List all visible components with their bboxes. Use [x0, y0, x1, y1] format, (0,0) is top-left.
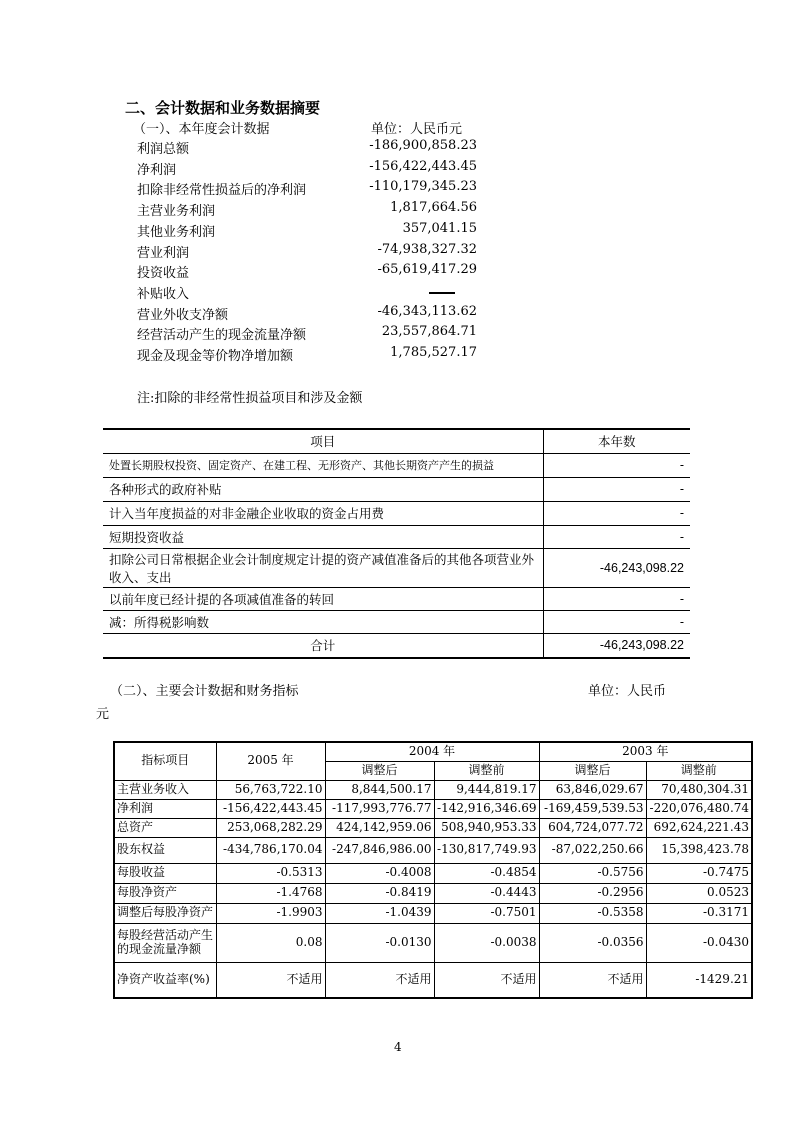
value-cell: 不适用 [216, 962, 325, 998]
value-cell: 70,480,304.31 [646, 780, 752, 799]
value-cell: 不适用 [539, 962, 646, 998]
value-cell: -1.0439 [325, 903, 434, 923]
table-row [114, 799, 752, 818]
value-cell: -1429.21 [646, 962, 752, 998]
value-cell: 15,398,423.78 [646, 837, 752, 863]
header-2003-before: 调整前 [646, 761, 752, 780]
value-cell: -0.4008 [325, 863, 434, 883]
value-cell: 253,068,282.29 [216, 818, 325, 837]
data-row [137, 324, 477, 344]
value-cell: -130,817,749.93 [434, 837, 539, 863]
data-label: 其他业务利润 [137, 224, 216, 240]
value-cell: 56,763,722.10 [216, 780, 325, 799]
data-value: -74,938,327.32 [377, 241, 477, 257]
value-cell: 8,844,500.17 [325, 780, 434, 799]
data-label: 现金及现金等价物净增加额 [137, 349, 294, 364]
amount-cell: -46,243,098.22 [543, 548, 690, 587]
value-cell: 604,724,077.72 [539, 818, 646, 837]
data-value: -186,900,858.23 [369, 138, 477, 153]
indicator-cell: 每股净资产 [114, 883, 216, 903]
amount-cell: - [543, 477, 690, 501]
value-cell: -169,459,539.53 [539, 799, 646, 818]
amount-cell: - [543, 501, 690, 525]
value-cell: -0.4854 [434, 863, 539, 883]
value-cell: -0.5756 [539, 863, 646, 883]
header-2004: 2004 年 [325, 742, 539, 761]
data-label: 补贴收入 [137, 286, 190, 302]
data-row [137, 138, 477, 158]
data-row [137, 179, 477, 199]
value-cell: 424,142,959.06 [325, 818, 434, 837]
data-label: 投资收益 [137, 266, 190, 282]
value-cell: 不适用 [434, 962, 539, 998]
table-row [103, 477, 690, 501]
subsection-title-2: （二）、主要会计数据和财务指标 [110, 684, 299, 699]
table-row [103, 587, 690, 610]
item-cell: 处置长期股权投资、固定资产、在建工程、无形资产、其他长期资产产生的损益 [103, 453, 543, 477]
indicator-cell: 股东权益 [114, 837, 216, 863]
data-label: 利润总额 [137, 142, 190, 157]
table-row [114, 818, 752, 837]
data-value: -110,179,345.23 [369, 179, 477, 195]
item-cell: 扣除公司日常根据企业会计制度规定计提的资产减值准备后的其他各项营业外收入、支出 [103, 548, 543, 587]
value-cell: 0.08 [216, 923, 325, 962]
indicator-cell: 总资产 [114, 818, 216, 837]
header-amount: 本年数 [543, 429, 690, 453]
item-cell: 计入当年度损益的对非金融企业收取的资金占用费 [103, 501, 543, 525]
value-cell: 508,940,953.33 [434, 818, 539, 837]
data-row [137, 221, 477, 241]
value-cell: 0.0523 [646, 883, 752, 903]
header-2004-before: 调整前 [434, 761, 539, 780]
header-item: 项目 [103, 429, 543, 453]
value-cell: -87,022,250.66 [539, 837, 646, 863]
table-row [114, 883, 752, 903]
data-value: 1,817,664.56 [390, 200, 477, 216]
value-cell: -0.7475 [646, 863, 752, 883]
value-cell: -247,846,986.00 [325, 837, 434, 863]
value-cell: -0.0130 [325, 923, 434, 962]
financial-indicators-table [113, 741, 753, 999]
unit-label-tail: 元 [96, 707, 110, 722]
data-value: 357,041.15 [402, 220, 477, 236]
value-cell: -0.0038 [434, 923, 539, 962]
indicator-cell: 每股收益 [114, 863, 216, 883]
data-row [137, 242, 477, 262]
data-label: 净利润 [137, 162, 177, 178]
value-cell: -0.5358 [539, 903, 646, 923]
data-label: 扣除非经常性损益后的净利润 [137, 183, 307, 199]
amount-cell: -46,243,098.22 [543, 633, 690, 658]
data-label: 经营活动产生的现金流量净额 [137, 328, 307, 344]
amount-cell: - [543, 525, 690, 548]
value-cell: -1.4768 [216, 883, 325, 903]
value-cell: -1.9903 [216, 903, 325, 923]
table-row [103, 501, 690, 525]
unit-label-2: 单位：人民币 [588, 684, 667, 699]
header-2003: 2003 年 [539, 742, 752, 761]
header-2004-after: 调整后 [325, 761, 434, 780]
indicator-cell: 主营业务收入 [114, 780, 216, 799]
value-cell: -0.4443 [434, 883, 539, 903]
data-row [137, 262, 477, 282]
table-row [114, 863, 752, 883]
item-cell: 以前年度已经计提的各项减值准备的转回 [103, 587, 543, 610]
data-row [137, 159, 477, 179]
header-2005: 2005 年 [216, 742, 325, 780]
data-value: -65,619,417.29 [377, 262, 477, 278]
indicator-cell: 调整后每股净资产 [114, 903, 216, 923]
value-cell: -117,993,776.77 [325, 799, 434, 818]
value-cell: -142,916,346.69 [434, 799, 539, 818]
table-row [103, 525, 690, 548]
table-row [103, 633, 690, 658]
value-cell: -156,422,443.45 [216, 799, 325, 818]
item-cell: 合计 [103, 633, 543, 658]
value-cell: -0.0356 [539, 923, 646, 962]
data-label: 主营业务利润 [137, 204, 216, 220]
indicator-cell: 每股经营活动产生的现金流量净额 [114, 923, 216, 962]
table-row [114, 923, 752, 962]
value-cell: -0.2956 [539, 883, 646, 903]
table-row [114, 903, 752, 923]
value-cell: 不适用 [325, 962, 434, 998]
value-cell: -0.5313 [216, 863, 325, 883]
page-number: 4 [394, 1040, 402, 1054]
table-row [103, 548, 690, 587]
unit-label: 单位：人民币元 [371, 122, 463, 137]
item-cell: 短期投资收益 [103, 525, 543, 548]
data-value: 1,785,527.17 [390, 345, 477, 360]
value-cell: -0.8419 [325, 883, 434, 903]
non-recurring-items-table [103, 428, 690, 659]
data-value: -46,343,113.62 [377, 303, 477, 319]
empty-dash [429, 292, 455, 294]
data-value: -156,422,443.45 [369, 158, 477, 174]
data-label: 营业外收支净额 [137, 307, 229, 323]
data-row [137, 345, 477, 365]
table-row [103, 453, 690, 477]
amount-cell: - [543, 453, 690, 477]
data-row [137, 304, 477, 324]
header-2003-after: 调整后 [539, 761, 646, 780]
table-row [114, 837, 752, 863]
value-cell: -0.7501 [434, 903, 539, 923]
item-cell: 减：所得税影响数 [103, 610, 543, 633]
data-label: 营业利润 [137, 245, 190, 261]
value-cell: -220,076,480.74 [646, 799, 752, 818]
value-cell: 63,846,029.67 [539, 780, 646, 799]
subsection-title: （一）、本年度会计数据 [133, 122, 270, 137]
value-cell: -434,786,170.04 [216, 837, 325, 863]
indicator-cell: 净资产收益率(%) [114, 962, 216, 998]
value-cell: -0.0430 [646, 923, 752, 962]
amount-cell: - [543, 587, 690, 610]
item-cell: 各种形式的政府补贴 [103, 477, 543, 501]
table-row [114, 780, 752, 799]
header-item: 指标项目 [114, 742, 216, 780]
section-heading: 二、会计数据和业务数据摘要 [125, 99, 321, 117]
table-row [103, 610, 690, 633]
data-row [137, 200, 477, 220]
table-row [114, 962, 752, 998]
data-value: 23,557,864.71 [381, 324, 477, 340]
amount-cell: - [543, 610, 690, 633]
note: 注:扣除的非经常性损益项目和涉及金额 [137, 391, 363, 406]
value-cell: -0.3171 [646, 903, 752, 923]
indicator-cell: 净利润 [114, 799, 216, 818]
value-cell: 9,444,819.17 [434, 780, 539, 799]
data-row [137, 283, 477, 303]
value-cell: 692,624,221.43 [646, 818, 752, 837]
